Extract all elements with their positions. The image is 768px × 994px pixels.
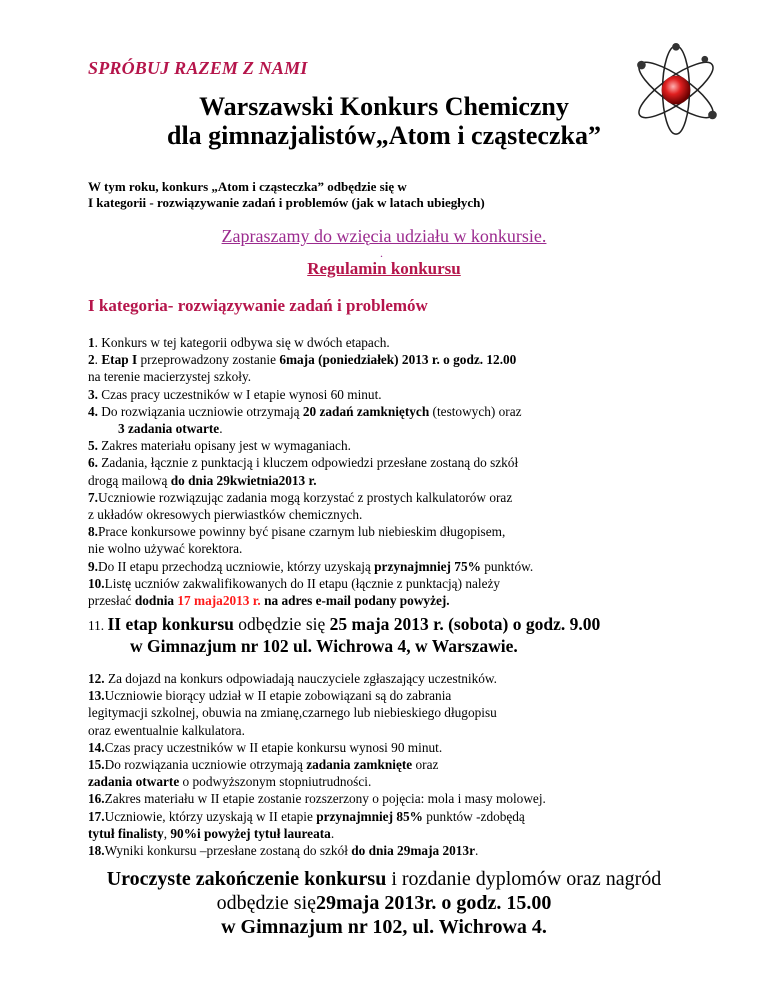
rule-text: Czas pracy uczestników w I etapie wynosi 60 minut. [97, 386, 382, 402]
rule-text: (testowych) oraz [429, 403, 522, 419]
deadline-date: 17 maja2013 r. [177, 593, 261, 609]
rule-text: Zakres materiału opisany jest w wymaganiach. [97, 438, 351, 454]
rule-text: przynajmniej 75% [374, 558, 481, 574]
closing-title: Uroczyste zakończenie konkursu [106, 868, 387, 890]
stage2-location: w Gimnazjum nr 102 ul. Wichrowa 4, w Warszawie. [130, 636, 518, 656]
rule-item [88, 472, 688, 489]
closing-line [0, 891, 768, 915]
rule-item [88, 592, 688, 609]
stage2-line [88, 614, 600, 636]
rule-item [88, 386, 688, 403]
rule-text: Do rozwiązania uczniowie otrzymają [97, 403, 303, 419]
rule-text: o podwyższonym stopniutrudności. [179, 774, 372, 790]
rule-number: 13. [88, 688, 105, 704]
intro-line: W tym roku, konkurs „Atom i cząsteczka” odbędzie się w [88, 179, 407, 194]
page-title-line1: Warszawski Konkurs Chemiczny [199, 92, 569, 121]
rule-text: Za dojazd na konkurs odpowiadają nauczyciele zgłaszający uczestników. [104, 671, 497, 686]
rule-text: Wyniki konkursu –przesłane zostaną do szkół [104, 843, 352, 859]
rule-item [88, 454, 688, 471]
rules-list-stage1 [88, 334, 688, 609]
rule-text: punktów. [480, 558, 534, 574]
rule-text: Do rozwiązania uczniowie otrzymają [104, 757, 307, 773]
rule-text: Etap I [101, 352, 138, 368]
rule-item [88, 351, 688, 368]
closing-location: w Gimnazjum nr 102, ul. Wichrowa 4. [221, 916, 547, 938]
rule-item [88, 687, 708, 704]
page-title-line2: dla gimnazjalistów„Atom i cząsteczka” [167, 121, 601, 150]
motto: SPRÓBUJ RAZEM Z NAMI [88, 58, 308, 78]
rule-item [88, 670, 708, 687]
rule-item [88, 334, 688, 351]
rule-item [88, 437, 688, 454]
atom-icon [628, 42, 724, 138]
rule-text: drogą mailową [88, 472, 171, 488]
rule-text: przesłać [88, 593, 135, 609]
stage2-text: odbędzie się [233, 614, 330, 634]
rule-text: Uczniowie biorący udział w II etapie zobowiązani są do zabrania [104, 688, 452, 704]
rule-text: zadania otwarte [88, 774, 180, 790]
rule-text: Prace konkursowe powinny być pisane czarnym lub niebieskim długopisem, [97, 524, 506, 540]
rule-text: 3 zadania otwarte [118, 421, 220, 437]
closing-announcement [0, 867, 768, 939]
regulamin-link[interactable]: Regulamin konkursu [307, 259, 461, 278]
rule-number: 6. [88, 455, 98, 471]
intro-text [88, 179, 485, 211]
rule-text: Czas pracy uczestników w II etapie konkursu wynosi 90 minut. [104, 739, 443, 755]
rule-text: przeprowadzony zostanie [137, 352, 280, 368]
rule-text: przynajmniej 85% [316, 808, 423, 824]
rule-number: 9. [88, 558, 98, 574]
rule-number: 1 [88, 335, 95, 350]
rule-text: punktów -zdobędą [422, 808, 525, 824]
closing-line [0, 867, 768, 891]
rule-number: 17. [88, 808, 105, 824]
rule-text: Zakres materiału w II etapie zostanie rozszerzony o pojęcia: mola i masy molowej. [104, 791, 546, 807]
closing-date: 29maja 2013r. o godz. 15.00 [316, 892, 552, 914]
rule-text: . [219, 421, 223, 437]
rule-text: na terenie macierzystej szkoły. [88, 369, 252, 385]
rule-text: . [474, 843, 479, 859]
rule-text: Uczniowie, którzy uzyskają w II etapie [104, 808, 317, 824]
stage2-title: II etap konkursu [107, 614, 234, 634]
rule-text: 90%i powyżej tytuł laureata [170, 825, 331, 841]
rule-number: 11. [88, 618, 108, 633]
stage2-announcement [88, 614, 600, 657]
rule-text: do dnia 29kwietnia2013 r. [170, 472, 317, 488]
rule-item [88, 489, 688, 506]
rule-number: 16. [88, 791, 105, 807]
category-heading: I kategoria- rozwiązywanie zadań i problemów [88, 296, 428, 315]
rule-text: do dnia 29maja 2013r [351, 843, 475, 859]
rule-number: 4. [88, 403, 98, 419]
rule-number: 5. [88, 438, 98, 454]
rule-text: Zadania, łącznie z punktacją i kluczem odpowiedzi przesłane zostaną do szkół [97, 455, 519, 471]
rule-number: 7. [88, 489, 98, 505]
closing-text: i rozdanie dyplomów oraz nagród [386, 868, 662, 890]
rule-item [88, 739, 708, 756]
rules-list-stage2 [88, 670, 708, 859]
rule-text: 20 zadań zamkniętych [302, 403, 430, 419]
rule-text: , [163, 825, 171, 841]
rule-number: 14. [88, 739, 105, 755]
rule-text: tytuł finalisty [88, 825, 164, 841]
rule-item [88, 420, 688, 437]
rule-text: na adres e-mail podany powyżej. [260, 593, 450, 609]
rule-number: 3. [88, 386, 98, 402]
rule-text: nie wolno używać korektora. [88, 541, 243, 557]
stage2-date: 25 maja 2013 r. (sobota) o godz. 9.00 [329, 614, 601, 634]
rule-text: legitymacji szkolnej, obuwia na zmianę,czarnego lub niebieskiego długopisu [88, 705, 497, 721]
rule-item [88, 756, 708, 773]
rule-text: Uczniowie rozwiązując zadania mogą korzystać z prostych kalkulatorów oraz [97, 489, 513, 505]
rule-number: 8. [88, 524, 98, 540]
rule-text: dodnia [134, 593, 178, 609]
rule-item [88, 842, 708, 859]
rule-item [88, 575, 688, 592]
rule-text: . [330, 825, 335, 841]
rule-number: 15. [88, 757, 105, 773]
rule-text: Do II etapu przechodzą uczniowie, którzy uzyskają [97, 558, 375, 574]
rule-item [88, 523, 688, 540]
closing-line [0, 915, 768, 939]
rule-number: 2 [88, 352, 95, 368]
rule-text: oraz ewentualnie kalkulatora. [88, 722, 245, 738]
rule-item [88, 403, 688, 420]
rule-number: 10. [88, 575, 105, 591]
closing-text: odbędzie się [216, 892, 317, 914]
dot-link[interactable]: . [380, 246, 383, 260]
rule-item [88, 773, 708, 790]
rule-item [88, 558, 688, 575]
rule-number: 12. [88, 671, 105, 686]
invite-link[interactable]: Zapraszamy do wzięcia udziału w konkursie. [221, 226, 547, 246]
rule-item [88, 808, 708, 825]
rule-text: . Konkurs w tej kategorii odbywa się w dwóch etapach. [94, 335, 390, 350]
rule-text: zadania zamknięte [306, 757, 413, 773]
rule-number: 18. [88, 843, 105, 859]
rule-item [88, 790, 708, 807]
rule-item [88, 825, 708, 842]
rule-text: . [94, 352, 102, 368]
rule-text: z układów okresowych pierwiastków chemicznych. [88, 507, 363, 523]
rule-text: Listę uczniów zakwalifikowanych do II etapu (łącznie z punktacją) należy [104, 575, 501, 591]
intro-line: I kategorii - rozwiązywanie zadań i problemów (jak w latach ubiegłych) [88, 195, 485, 210]
rule-text: oraz [412, 757, 439, 773]
rule-text: 6maja (poniedziałek) 2013 r. o godz. 12.00 [279, 352, 517, 368]
